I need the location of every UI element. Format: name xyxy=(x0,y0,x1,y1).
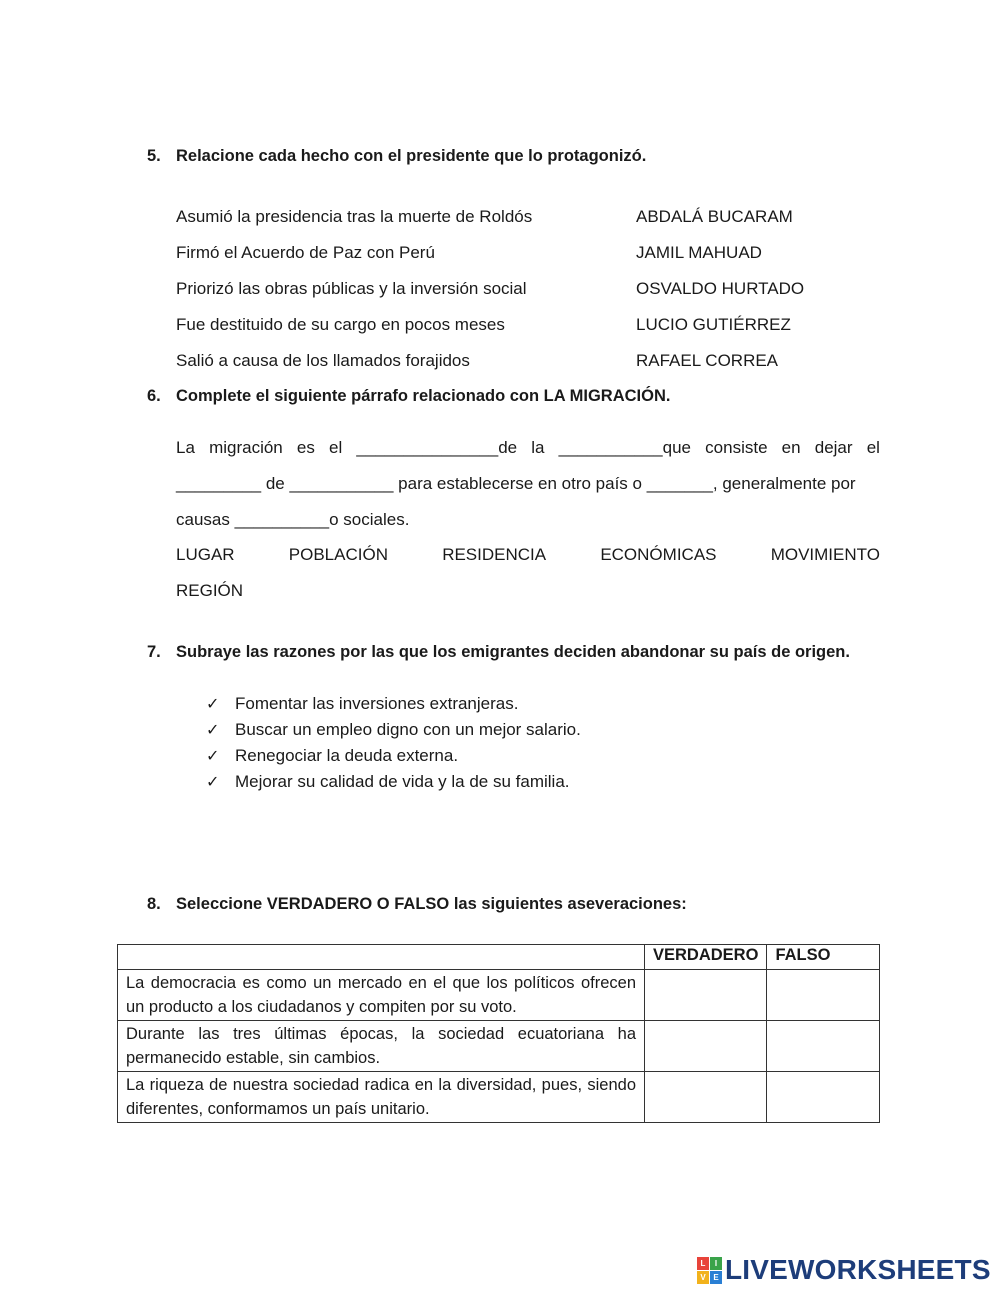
reason-4[interactable]: Mejorar su calidad de vida y la de su familia. xyxy=(235,772,570,791)
word-option[interactable]: ECONÓMICAS xyxy=(600,545,717,564)
header-falso: FALSO xyxy=(767,945,880,970)
checkmark-icon: ✓ xyxy=(206,748,220,765)
question-7-number: 7. xyxy=(147,643,161,661)
verdadero-cell[interactable] xyxy=(645,970,767,1021)
checkmark-icon: ✓ xyxy=(206,696,220,713)
logo-tile: V xyxy=(697,1271,709,1284)
word-option[interactable]: MOVIMIENTO xyxy=(770,545,880,564)
word: migración xyxy=(209,438,283,457)
word: el xyxy=(329,438,343,457)
falso-cell[interactable] xyxy=(767,1021,880,1072)
president-1[interactable]: ABDALÁ BUCARAM xyxy=(636,207,793,226)
word: dejar xyxy=(814,438,853,457)
liveworksheets-logo xyxy=(697,1254,991,1286)
president-4[interactable]: LUCIO GUTIÉRREZ xyxy=(636,315,791,334)
word: el xyxy=(866,438,880,457)
fact-5: Salió a causa de los llamados forajidos xyxy=(176,351,470,370)
word-bank xyxy=(176,545,880,565)
question-6-title: Complete el siguiente párrafo relacionado con LA MIGRACIÓN. xyxy=(176,387,671,405)
falso-cell[interactable] xyxy=(767,1072,880,1123)
paragraph-line-2[interactable]: _________ de ___________ para establecerse en otro país o _______, generalmente por xyxy=(176,474,856,493)
reason-3[interactable]: Renegociar la deuda externa. xyxy=(235,746,459,765)
fact-3: Priorizó las obras públicas y la inversión social xyxy=(176,279,527,298)
question-8-number: 8. xyxy=(147,895,161,913)
checkmark-icon: ✓ xyxy=(206,722,220,739)
statement-2: Durante las tres últimas épocas, la sociedad ecuatoriana ha permanecido estable, sin cambios. xyxy=(118,1021,645,1072)
word: la xyxy=(531,438,545,457)
table-row xyxy=(118,1072,880,1123)
word-option[interactable]: RESIDENCIA xyxy=(442,545,547,564)
blank-word[interactable]: _______________de xyxy=(356,438,518,457)
paragraph-line-3[interactable]: causas __________o sociales. xyxy=(176,510,410,529)
question-7-title: Subraye las razones por las que los emigrantes deciden abandonar su país de origen. xyxy=(176,643,850,661)
paragraph-line-1 xyxy=(176,438,880,458)
question-6-number: 6. xyxy=(147,387,161,405)
word: consiste xyxy=(705,438,768,457)
word-option[interactable]: REGIÓN xyxy=(176,581,244,600)
true-false-table xyxy=(117,944,880,1123)
statement-1: La democracia es como un mercado en el que los políticos ofrecen un producto a los ciudadanos y compiten por su voto. xyxy=(118,970,645,1021)
checkmark-icon: ✓ xyxy=(206,774,220,791)
statement-3: La riqueza de nuestra sociedad radica en la diversidad, pues, siendo diferentes, conformamos un país unitario. xyxy=(118,1072,645,1123)
word-option[interactable]: LUGAR xyxy=(176,545,235,564)
table-header-row xyxy=(118,945,880,970)
fact-1: Asumió la presidencia tras la muerte de Roldós xyxy=(176,207,533,226)
word: en xyxy=(781,438,801,457)
word: La xyxy=(176,438,195,457)
logo-tile: I xyxy=(710,1257,722,1270)
logo-text: LIVEWORKSHEETS xyxy=(725,1254,991,1285)
word-option[interactable]: POBLACIÓN xyxy=(288,545,388,564)
header-statement xyxy=(118,945,645,970)
question-5-title: Relacione cada hecho con el presidente que lo protagonizó. xyxy=(176,147,647,165)
question-5-number: 5. xyxy=(147,147,161,165)
president-5[interactable]: RAFAEL CORREA xyxy=(636,351,779,370)
verdadero-cell[interactable] xyxy=(645,1072,767,1123)
blank-word[interactable]: ___________que xyxy=(558,438,692,457)
table-row xyxy=(118,1021,880,1072)
verdadero-cell[interactable] xyxy=(645,1021,767,1072)
word: es xyxy=(296,438,315,457)
president-2[interactable]: JAMIL MAHUAD xyxy=(636,243,762,262)
reason-2[interactable]: Buscar un empleo digno con un mejor salario. xyxy=(235,720,581,739)
fact-2: Firmó el Acuerdo de Paz con Perú xyxy=(176,243,435,262)
question-8-title: Seleccione VERDADERO O FALSO las siguientes aseveraciones: xyxy=(176,895,687,913)
liveworksheets-logo-icon xyxy=(697,1257,722,1284)
president-3[interactable]: OSVALDO HURTADO xyxy=(636,279,805,298)
fact-4: Fue destituido de su cargo en pocos meses xyxy=(176,315,505,334)
logo-tile: E xyxy=(710,1271,722,1284)
logo-tile: L xyxy=(697,1257,709,1270)
header-verdadero: VERDADERO xyxy=(645,945,767,970)
table-row xyxy=(118,970,880,1021)
reason-1[interactable]: Fomentar las inversiones extranjeras. xyxy=(235,694,519,713)
falso-cell[interactable] xyxy=(767,970,880,1021)
